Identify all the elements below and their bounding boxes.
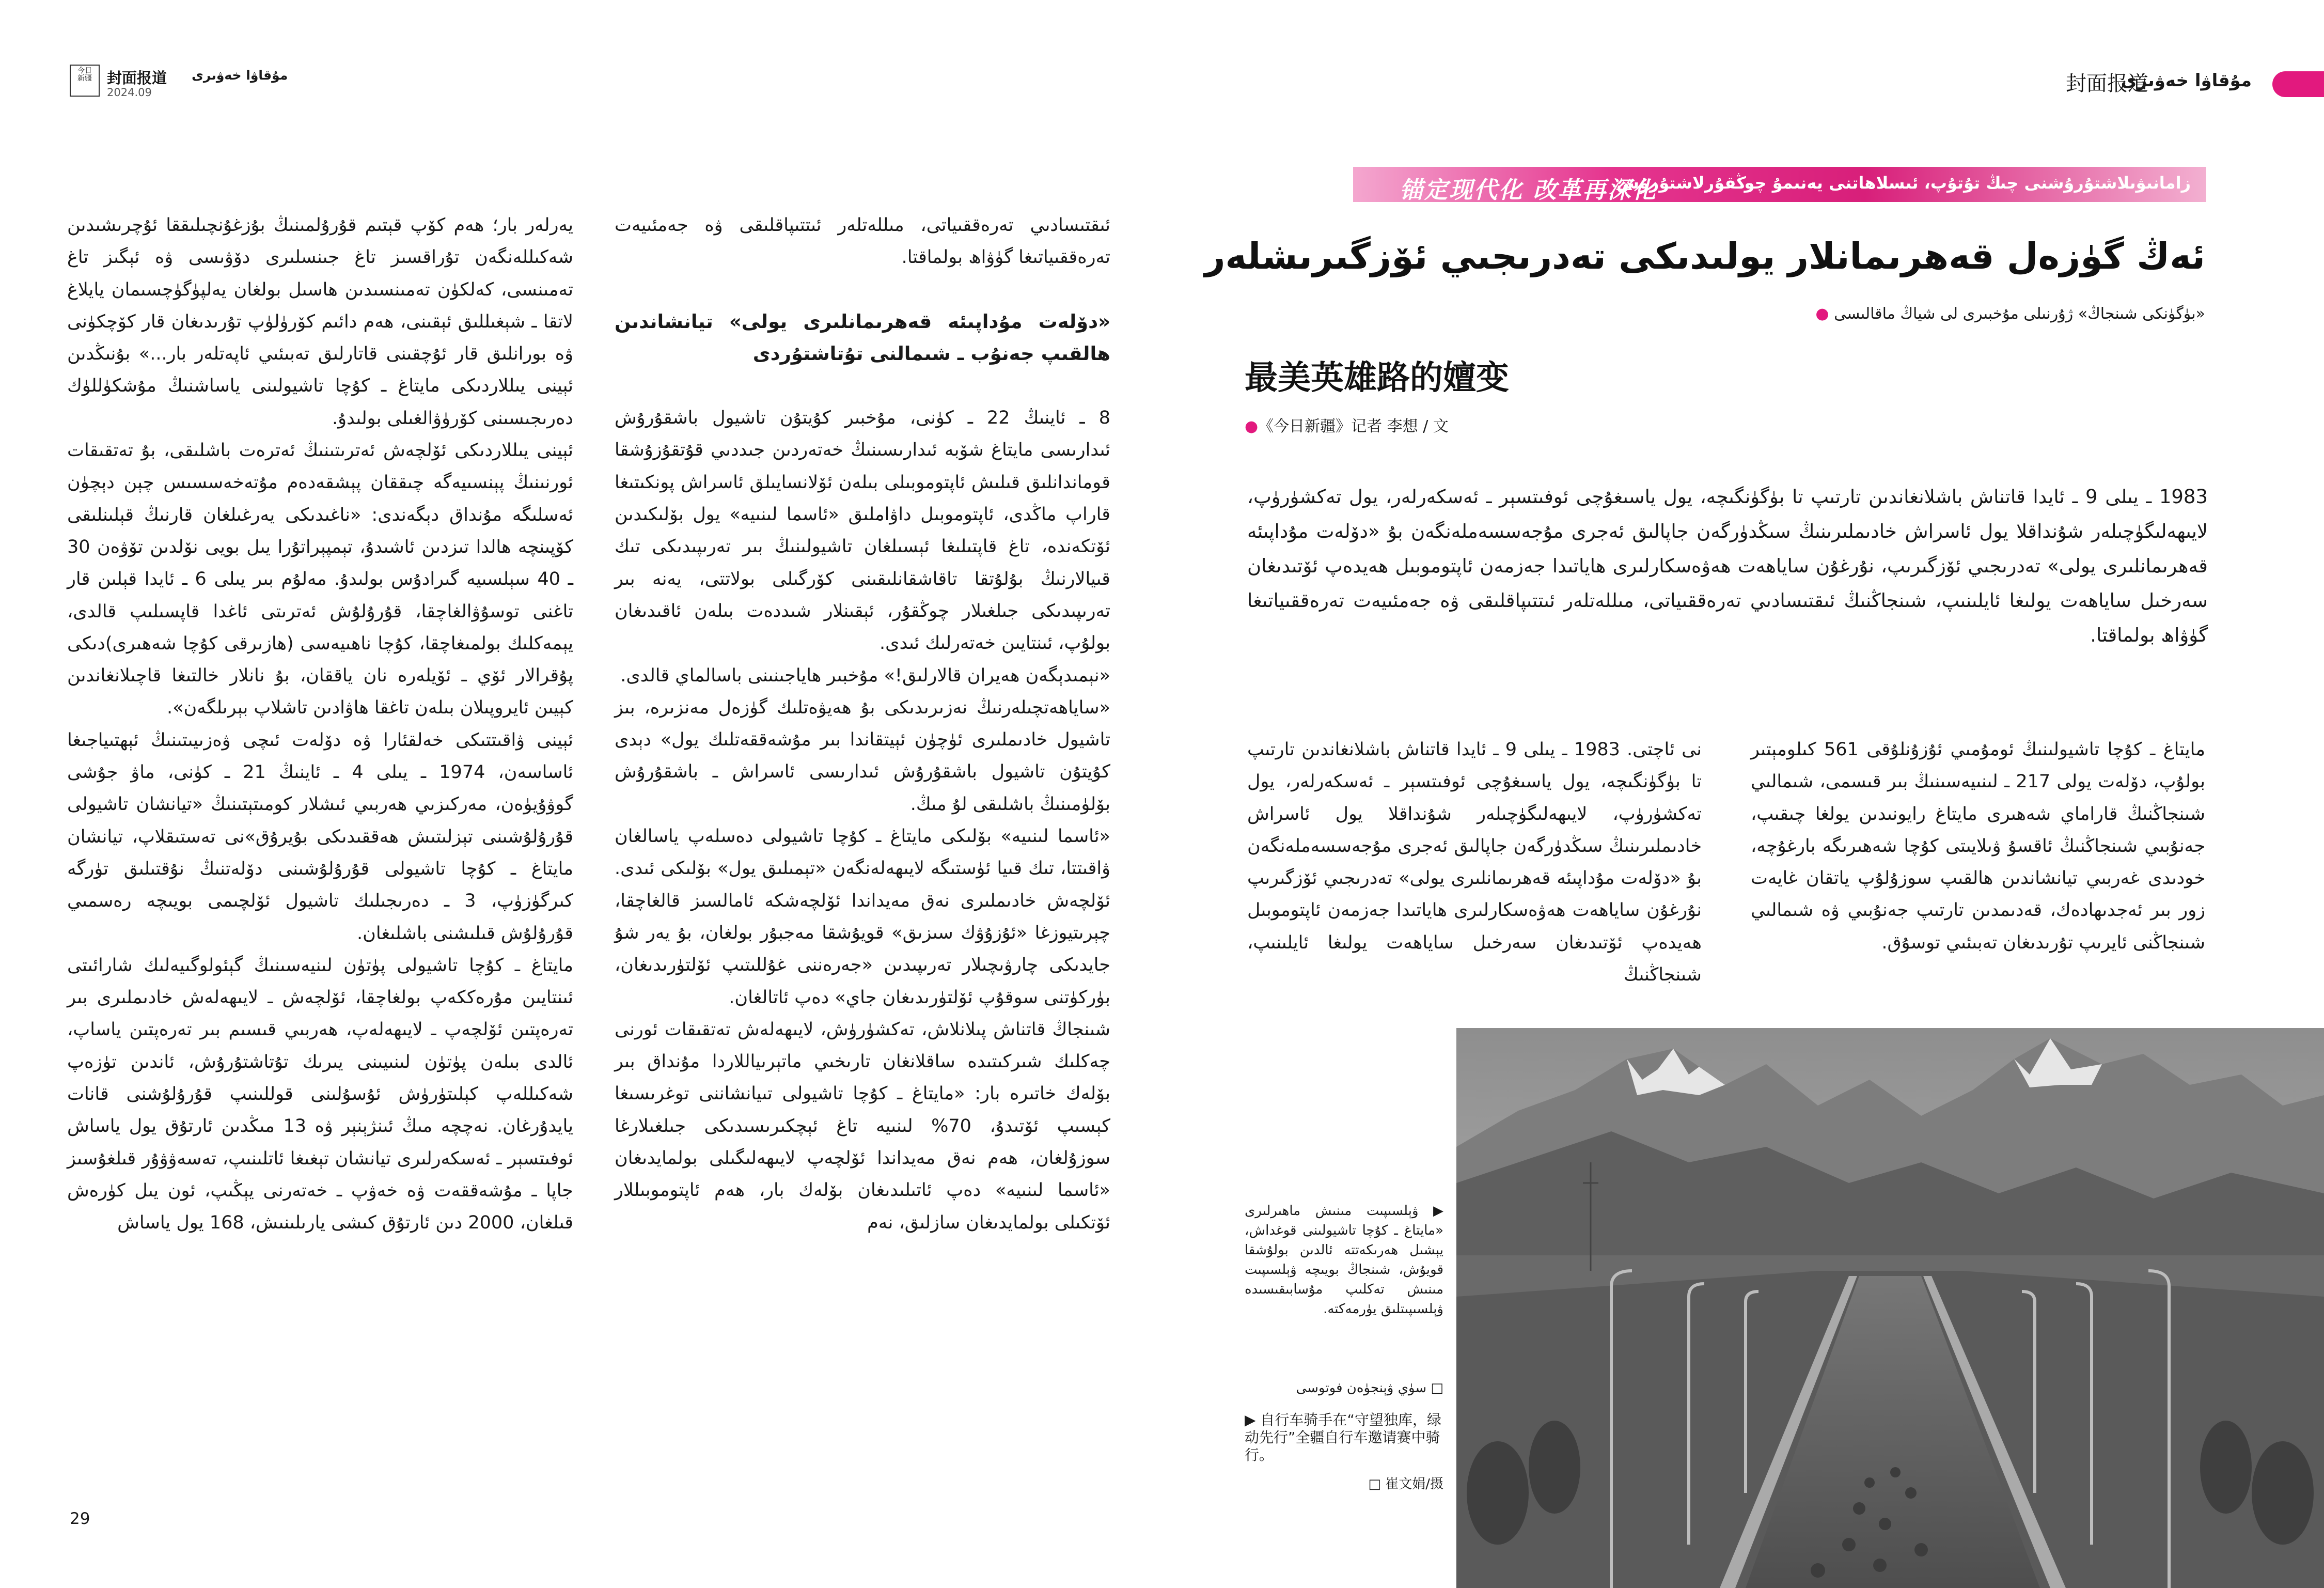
paragraph: مايتاغ ـ كۇچا تاشيولى پۈتۈن لىنيەسىنىڭ گېئولوگىيەلىك شارائىتى ئىنتايىن مۇرەككەپ بولغاچقا، ئۆلچەش ـ لايىھەلەش خادىملىرى بىر تەرەپتىن ئۆلچەپ ـ لايىھەلەپ، ھەربىي قىسىم بىر تەرەپتىن ياساپ، ئالدى بىلەن پۈتۈن لىنىيىنى يىرىك تۇتاشتۇرۇش، ئاندىن تۈزەپ شەكىللەپ كېلىتۈرۈش ئۇسۇلىنى قوللىنىپ قۇرۇلۇشنى قانات يايدۇرغان. نەچچە مىڭ ئىنژېنېر ۋە 13 مىڭدىن ئارتۇق يول ياساش ئوفىتسېر ـ ئەسكەرلىرى تيانشان تېغىغا ئاتلىنىپ، تەسەۋۋۇر قىلغۇسىز جاپا ـ مۇشەققەت ۋە خەۋپ ـ خەتەرنى يېڭىپ، ئون يىل كۈرەش قىلغان، 2000 دىن ئارتۇق كىشى يارىلىنىش، 168 يول ياساش [67, 955, 573, 1234]
paragraph: يەرلەر بار؛ ھەم كۆپ قېتىم قۇرۇلمىنىڭ بۇزغۇنچىلىققا ئۇچرىشىدىن شەكىللەنگەن تۇراقسىز تاغ جىنسلىرى دۆۋىسى ۋە ئېگىز تاغ تەمىنسى، كەلكۈن تەمىنسىدىن ھاسىل بولغان يەلپۈگۈچسىمان يايلاغ لاتقا ـ شېغىللىق ئېقىنى، ھەم دائىم كۆرۈلۈپ تۇرىدىغان قار كۆچكۈنى ۋە بورانلىق قار ئۇچقىنى قاتارلىق تەبىئىي ئاپەتلەر بار...» بۇنىڭدىن ئېينى يىللاردىكى مايتاغ ـ كۇچا تاشيولىنى ياساشنىڭ مۇشكۈللۈك دەرىجىسىنى كۆرۈۋالغىلى بولىدۇ. [67, 215, 573, 429]
magazine-logo [70, 65, 100, 97]
article-intro [1247, 479, 2208, 652]
subheading: «دۆلەت مۇداپىئە قەھرىمانلىرى يولى» تيانشاندىن ھالقىپ جەنۇب ـ شىمالنى تۇتاشتۇردى [615, 310, 1110, 365]
paragraph: «ساياھەتچىلەرنىڭ نەزىرىدىكى بۇ ھەيۋەتلىك گۈزەل مەنزىرە، بىز تاشيول خادىملىرى ئۈچۈن ئېيتقاندا بىر مۇشەققەتلىك يول» دېدى كۇيتۇن تاشيول باشقۇرۇش ئىدارىسى ئاسراش ـ باشقۇرۇش بۆلۈمىنىڭ باشلىقى لۇ مىڭ. [615, 697, 1110, 815]
photo-credit-ug: □ سۈي ۋېنجۈەن فوتوسى [1296, 1380, 1443, 1396]
byline-text-ug: «بۈگۈنكى شىنجاڭ» ژۇرنىلى مۇخبىرى لى شياڭ ماقالىسى [1834, 305, 2205, 323]
issue-date: 2024.09 [107, 86, 152, 99]
text-column-1 [67, 209, 573, 1239]
paragraph: «ئاسما لىنىيە» بۆلىكى مايتاغ ـ كۇچا تاشيولى دەسلەپ ياسالغان ۋاقىتتا، تىك قىيا ئۈستىگە لايىھەلەنگەن «تېمىلىق يول» بۆلىكى ئىدى. ئۆلچەش خادىملىرى نەق مەيداندا ئۆلچەشكە ئامالسىز قالغاچقا، چېرىتيوزغا «ئۇزۇۋك سىزىق» قويۇشقا مەجبۇر بولغان، بۇ يەر شۇ جايدىكى چارۋىچىلار تەرىپىدىن «جەرەننى غۇللىتىپ ئۆلتۈرىدىغان، بۈركۈتنى سوقۇپ ئۆلتۈرىدىغان جاي» دەپ ئاتالغان. [615, 826, 1110, 1008]
page-number: 29 [70, 1509, 90, 1528]
section-tab-marker [2272, 71, 2324, 97]
logo-line2: 新疆 [77, 74, 92, 83]
bullet-dot: ● [1815, 305, 1829, 323]
byline-cn [1245, 413, 1449, 436]
photo-caption-cn: ▶ 自行车骑手在“守望独库，绿动先行”全疆自行车邀请赛中骑行。 [1245, 1411, 1441, 1464]
article-title-cn: 最美英雄路的嬗变 [1245, 359, 1509, 397]
banner-title-cn: 锚定现代化 改革再深化 [1400, 176, 1657, 204]
photo-credit-cn: □ 崔文娟/摄 [1368, 1476, 1443, 1492]
text-column-2 [615, 209, 1110, 1239]
paragraph: 8 ـ ئاينىڭ 22 ـ كۈنى، مۇخبىر كۇيتۇن تاشيول باشقۇرۇش ئىدارىسى مايتاغ شۆبە ئىدارىسىنىڭ خەتەردىن جىددىي قۇتقۇزۇشقا قوماندانلىق قىلىش ئاپتوموبىلى بىلەن ئۆلانسايىلق ئاسراش پونكىتىغا قاراپ ماڭدى، ئاپتوموبىل داۋاملىق «ئاسما لىنىيە» يول بۆلىكىدىن ئۆتكەندە، تاغ قاپتىلىغا ئېسىلغان تاشيولىنىڭ بىر تەرىپىدىكى تىك قىيالارنىڭ بۇلۇتقا تاقاشقانلىقىنى كۆرگىلى بولاتتى، يەنە بىر تەرىپىدىكى جىلغىلار چوڭقۇر، ئېقىنلار شىددەت بىلەن ئاقىدىغان بولۇپ، ئىنتايىن خەتەرلىك ئىدى. [615, 408, 1110, 654]
paragraph: مايتاغ ـ كۇچا تاشيولىنىڭ ئومۇمىي ئۇزۇنلۇقى 561 كىلومېتىر بولۇپ، دۆلەت يولى 217 ـ لىنىيەسىنىڭ بىر قىسمى، شىمالىي شىنجاڭنىڭ قاراماي شەھىرى مايتاغ رايونىدىن يولغا چىقىپ، جەنۇبىي شىنجاڭنىڭ ئاقسۇ ۋىلايىتى كۇچا شەھىرىگە بارغۇچە، خودىدى غەربىي تيانشاندىن ھالقىپ سوزۇلۇپ ياتقان غايەت زور بىر ئەجدىھادەك، قەدىمدىن تارتىپ جەنۇبىي ۋە شىمالىي شىنجاڭنى ئايرىپ تۇرىدىغان تەبىئىي توسۇق. [1751, 739, 2206, 953]
byline-text-cn: 《今日新疆》记者 李想 / 文 [1258, 417, 1449, 435]
paragraph: «نېمىدېگەن ھەيران قالارلىق!» مۇخبىر ھاياجىنىنى باسالماي قالدى. [620, 665, 1110, 686]
left-page-header [70, 65, 307, 101]
intro-paragraph: 1983 ـ يىلى 9 ـ ئايدا قاتناش باشلانغاندىن تارتىپ تا بۈگۈنگىچە، يول ياسىغۇچى ئوفىتسېر ـ ئەسكەرلەر، يول تەكشۈرۈپ، لايىھەلىگۈچىلەر شۇنداقلا يول ئاسراش خادىملىرىنىڭ سىڭدۈرگەن جاپالىق ئەجرى مۇجەسسەملەنگەن بۇ «دۆلەت مۇداپىئە قەھرىمانلىرى يولى» تەدرىجىي ئۆزگىرىپ، نۇرغۇن ساياھەت ھەۋەسكارلىرى ھاياتىدا جەزمەن ئاپتوموبىل ھەيدەپ ئۆتىدىغان سەرخىل ساياھەت يولىغا ئايلىنىپ، شىنجاڭنىڭ ئىقتىسادىي تەرەققىياتى، مىللەتلەر ئىتتىپاقلىقى ۋە جەمئىيەت تەرەققىياتىغا گۈۋاھ بولماقتا. [1247, 486, 2208, 646]
bullet-dot: ● [1245, 417, 1259, 435]
right-section-title-cn: 封面报道 [2066, 72, 2148, 96]
photo-caption-ug: ▶ ۋېلسىپىت مىنىش ماھىرلىرى «مايتاغ ـ كۇچا تاشيولىنى قوغداش، يېشىل ھەرىكەتتە ئالدىن بولۇشقا قويۇش، شىنجاڭ بويىچە ۋېلسىپىت مىنىش تەكلىپ مۇسابىقىسىدە ۋېلسىپىتلىق يۈرمەكتە. [1245, 1203, 1443, 1317]
text-column-4 [1751, 734, 2205, 959]
logo-line1: 今日 [77, 67, 92, 75]
photo-illustration [1456, 1028, 2324, 1588]
paragraph: نى ئاچتى. 1983 ـ يىلى 9 ـ ئايدا قاتناش باشلانغاندىن تارتىپ تا بۈگۈنگىچە، يول ياسىغۇچى ئوفىتسېر ـ ئەسكەرلەر، يول تەكشۈرۈپ، لايىھەلىگۈچىلەر شۇنداقلا يول ئاسراش خادىملىرىنىڭ سىڭدۈرگەن جاپالىق ئەجرى مۇجەسسەملەنگەن بۇ «دۆلەت مۇداپىئە قەھرىمانلىرى يولى» تەدرىجىي ئۆزگىرىپ نۇرغۇن ساياھەت ھەۋەسكارلىرى ھاياتىدا جەزمەن ئاپتوموبىل ھەيدەپ ئۆتىدىغان سەرخىل ساياھەت يولىغا ئايلىنىپ، شىنجاڭنىڭ [1247, 739, 1702, 986]
byline-ug [1601, 305, 2205, 323]
paragraph: ئېينى ۋاقىتتىكى خەلقئارا ۋە دۆلەت ئىچى ۋەزىيىتىنىڭ ئېھتىياجىغا ئاساسەن، 1974 ـ يىلى 4 ـ ئاينىڭ 21 ـ كۈنى، ماۋ جۇشى گوۋۇيۈەن، مەركىزىي ھەربىي ئىشلار كومىتېتىنىڭ «تيانشان تاشيولى قۇرۇلۇشىنى تېزلىتىش ھەققىدىكى بۇيرۇق»نى تەستىقلاپ، تيانشان مايتاغ ـ كۇچا تاشيولى قۇرۇلۇشىنى دۆلەتنىڭ نۇقتىلىق تۈرگە كىرگۈزۈپ، 3 ـ دەرىجىلىك تاشيول ئۆلچىمى بويىچە رەسمىي قۇرۇلۇش قىلىشنى باشلىغان. [67, 729, 573, 944]
text-column-3 [1247, 734, 1702, 991]
theme-banner [1353, 167, 2206, 202]
paragraph: ئىقتىسادىي تەرەققىياتى، مىللەتلەر ئىتتىپاقلىقى ۋە جەمئىيەت تەرەققىياتىغا گۈۋاھ بولماقتا. [615, 215, 1110, 268]
paragraph: شىنجاڭ قاتناش پىلانلاش، تەكشۈرۈش، لايىھەلەش تەتقىقات ئورنى چەكلىك شىركىتىدە ساقلانغان تارىخىي ماتېرىياللاردا مۇنداق بىر بۆلەك خاتىرە بار: «مايتاغ ـ كۇچا تاشيولى تىيانشاننى توغرىسىغا كېسىپ ئۆتىدۇ، 70% لىنىيە تاغ ئېچكىرىسىدىكى جىلغىلارغا سوزۇلغان، ھەم نەق مەيداندا ئۆلچەپ لايىھەلىگىلى بولمايدىغان «ئاسما لىنىيە» دەپ ئاتىلىدىغان بۆلەك بار، ھەم ئاپتوموبىللار ئۆتكىلى بولمايدىغان سازلىق، نەم [615, 1019, 1110, 1233]
right-page-header [2004, 67, 2252, 96]
cyclists-road-photo [1456, 1028, 2324, 1588]
left-section-title-cn: 封面报道 [107, 69, 167, 87]
paragraph: ئېينى يىللاردىكى ئۆلچەش ئەترىتىنىڭ ئەترەت باشلىقى، بۇ تەتقىقات ئورنىنىڭ پېنسىيەگە چىققان پېشقەدەم مۇتەخەسسىس چېن دېچۈن ئەسلىگە مۇنداق دېگەندى: «ناغىدىكى يەرغىلغان قارنىڭ قېلىنلىقى كۆپىنچە ھالدا تىزدىن ئاشىدۇ، تېمپېراتۇرا يىل بويى نۆلدىن تۆۋەن 30 ـ 40 سېلسىيە گىرادۇس بولىدۇ. مەلۇم بىر يىلى 6 ـ ئايدا قېلىن قار تاغنى توسۇۋالغاچقا، قۇرۇلۇش ئەترىتى ئاغدا قاپسىلىپ قالدى، يېمەكلىك بولمىغاچقا، كۇچا ناھىيەسى (ھازىرقى كۇچا شەھىرى)دىكى پۇقرالار ئۆي ـ ئۆيلەرە نان ياققان، بۇ نانلار خالتىغا قاچىلانغاندىن كېيىن ئايروپىلان بىلەن تاغقا ھاۋادىن تاشلاپ بېرىلگەن». [67, 440, 573, 719]
left-section-title-ug: مۇقاۋا خەۋىرى [192, 68, 288, 83]
banner-title-ug: زامانىۋىلاشتۇرۇشنى چىڭ تۇتۇپ، ئىسلاھاتنى يەنىمۇ چوڭقۇرلاشتۇرۇش [1616, 173, 2191, 193]
right-section-title-ug: مۇقاۋا خەۋىرى [2121, 70, 2252, 91]
article-title-ug: ئەڭ گۈزەل قەھرىمانلار يولىدىكى تەدرىجىي ئۆزگىرىشلەر [1204, 235, 2205, 277]
